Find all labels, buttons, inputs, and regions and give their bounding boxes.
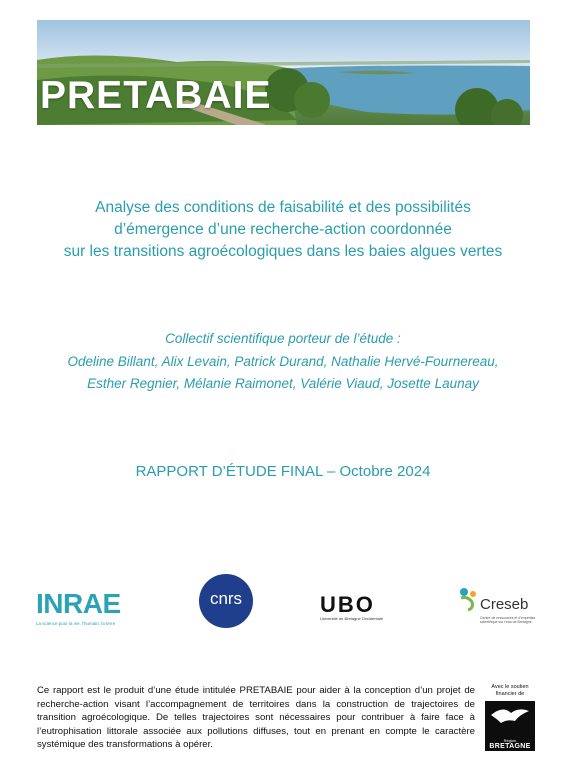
region-label: Région: [503, 738, 517, 743]
inrae-wordmark: INRAE: [36, 588, 121, 619]
authors-block: [20, 328, 546, 396]
cover-banner-photo: [37, 20, 530, 125]
cnrs-wordmark: cnrs: [209, 589, 243, 608]
ubo-wordmark: UBO: [320, 592, 375, 617]
ubo-tagline: Université de Bretagne Occidentale: [320, 616, 383, 621]
subtitle-line: d’émergence d’une recherche-action coordonnée: [114, 221, 452, 238]
ubo-logo: [320, 594, 383, 621]
creseb-swirl-icon: [458, 586, 480, 614]
creseb-logo: [458, 586, 536, 624]
inrae-logo: [36, 588, 121, 626]
inrae-tagline: La science pour la vie, l’humain, la terre: [36, 621, 116, 626]
creseb-wordmark: Creseb: [480, 596, 529, 613]
region-bretagne-logo: [482, 684, 538, 751]
partner-logos: [0, 570, 566, 640]
cover-title: PRETABAIE: [40, 74, 272, 117]
region-name: BRETAGNE: [489, 743, 531, 750]
cnrs-logo: [199, 574, 253, 628]
report-subtitle: [20, 197, 546, 263]
report-title: RAPPORT D’ÉTUDE FINAL – Octobre 2024: [135, 463, 431, 480]
authors-line: Esther Regnier, Mélanie Raimonet, Valérie Viaud, Josette Launay: [87, 376, 479, 391]
subtitle-line: Analyse des conditions de faisabilité et des possibilités: [95, 199, 471, 216]
creseb-tagline: Centre de ressources et d’expertise scientifique sur l’eau de Bretagne: [480, 616, 536, 624]
report-description: Ce rapport est le produit d’une étude intitulée PRETABAIE pour aider à la conception d’un projet de recherche-action visant l’accompagnement de territoires dans la construction de trajectoires de transition agroécologique. De telles trajectoires sont nécessaires pour contribuer à faire face à l’eutrophisation littorale associée aux pollutions diffuses, tout en prenant en compte le caractère systémique des transformations à opérer.: [37, 685, 475, 751]
authors-line: Odeline Billant, Alix Levain, Patrick Durand, Nathalie Hervé-Fournereau,: [67, 353, 499, 369]
subtitle-line: sur les transitions agroécologiques dans les baies algues vertes: [63, 243, 503, 260]
gull-icon: [485, 701, 535, 735]
funding-caption: Avec le soutien financier de: [491, 684, 529, 697]
authors-heading: Collectif scientifique porteur de l’étude :: [165, 331, 401, 346]
region-emblem: [485, 701, 535, 751]
